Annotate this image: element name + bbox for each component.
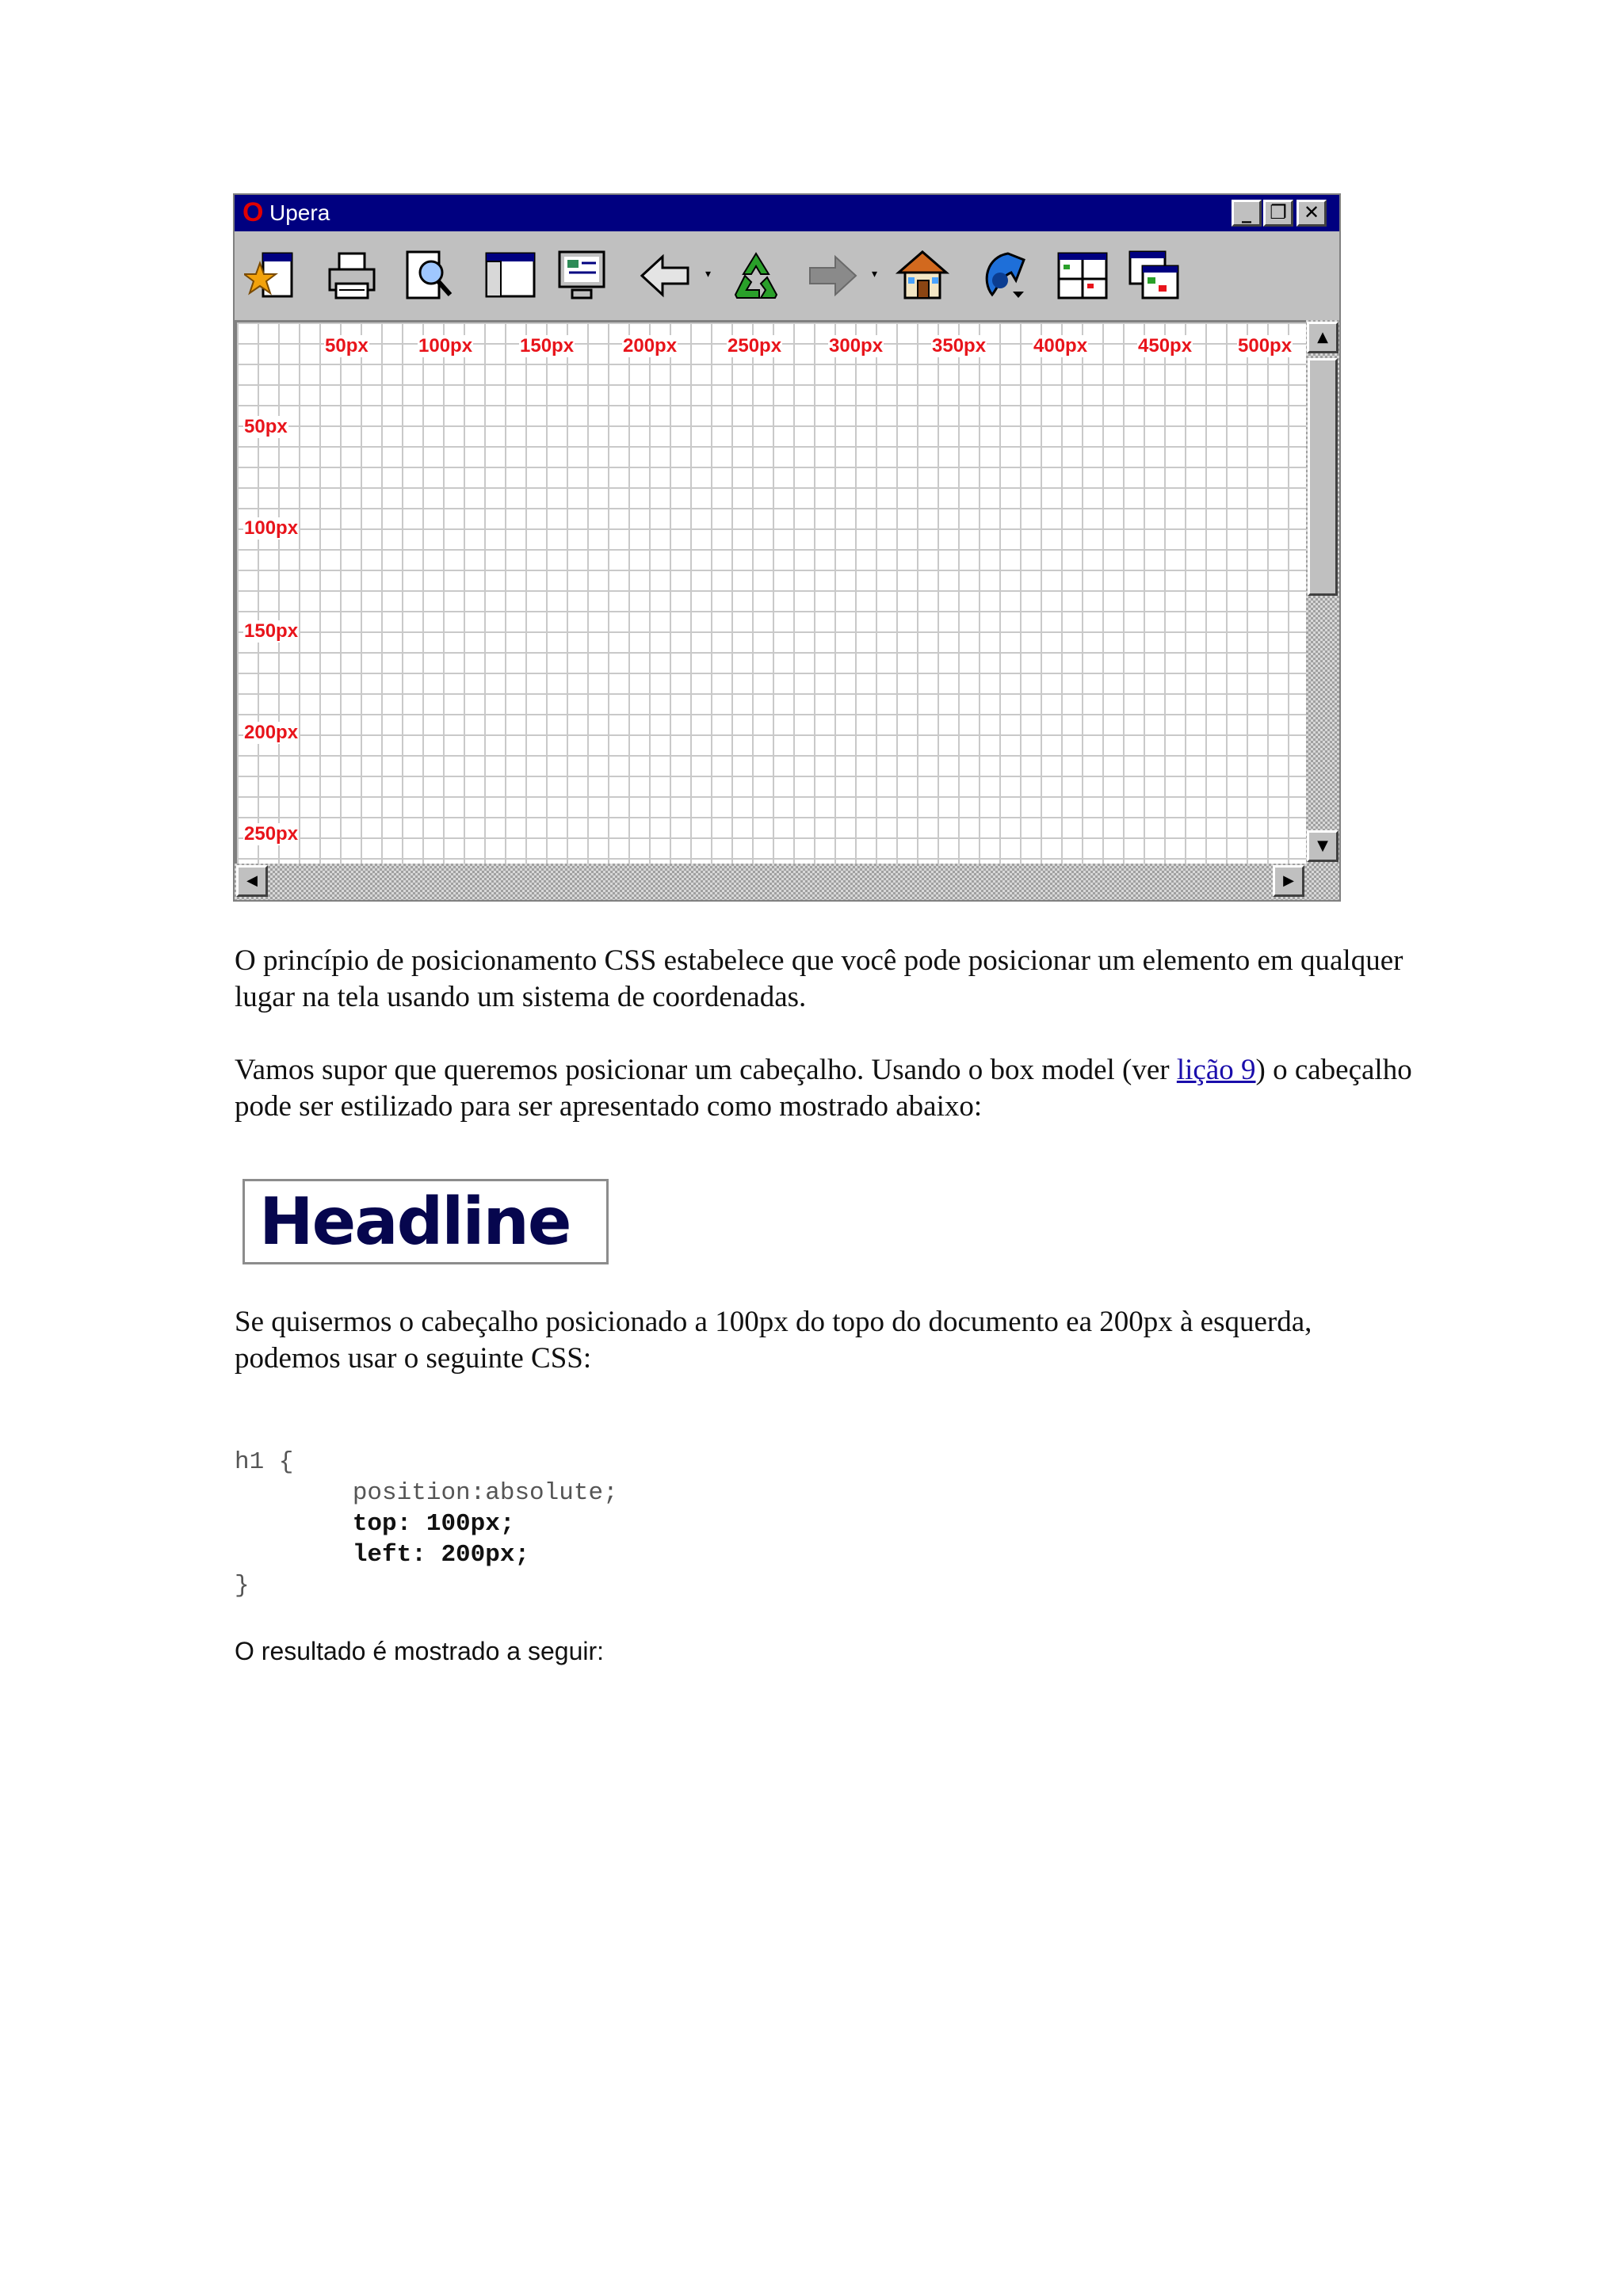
close-button[interactable]: ✕ xyxy=(1296,200,1327,227)
ruler-x-label: 150px xyxy=(520,335,575,357)
paragraph-positioning-principle: O princípio de posicionamento CSS estabelece que você pode posicionar um elemento em qualquer lugar na tela usando um sistema de coordenadas. xyxy=(235,944,1403,1013)
panel-window-icon[interactable] xyxy=(483,249,537,303)
forward-arrow-icon[interactable] xyxy=(805,249,859,303)
css-code-block xyxy=(235,1447,618,1601)
ruler-y-label: 250px xyxy=(244,823,299,845)
code-line: left: 200px; xyxy=(235,1541,530,1569)
ruler-x-label: 400px xyxy=(1033,335,1088,357)
reload-recycle-icon[interactable] xyxy=(729,249,783,303)
ruler-x-label: 50px xyxy=(325,335,369,357)
paragraph-text: ) o cabeçalho pode ser estilizado para ser apresentado como mostrado abaixo: xyxy=(235,1054,1412,1123)
ruler-x-label: 300px xyxy=(829,335,884,357)
tile-windows-icon[interactable] xyxy=(1056,249,1109,303)
vertical-scroll-thumb[interactable] xyxy=(1308,358,1338,596)
scroll-down-button[interactable]: ▼ xyxy=(1307,830,1338,862)
ruler-x-label: 500px xyxy=(1238,335,1293,357)
ruler-x-label: 100px xyxy=(418,335,473,357)
code-line: } xyxy=(235,1572,250,1600)
scroll-left-button[interactable]: ◀ xyxy=(236,865,268,897)
ruler-x-label: 350px xyxy=(932,335,987,357)
ruler-y-label: 200px xyxy=(244,722,299,743)
paragraph-text: Vamos supor que queremos posicionar um cabeçalho. Usando o box model (ver xyxy=(235,1054,1177,1086)
horizontal-scrollbar[interactable] xyxy=(235,864,1339,900)
forward-dropdown-icon[interactable]: ▾ xyxy=(872,268,878,280)
minimize-button[interactable]: _ xyxy=(1232,200,1262,227)
back-dropdown-icon[interactable]: ▾ xyxy=(705,268,712,280)
ruler-y-label: 150px xyxy=(244,620,299,642)
monitor-icon[interactable] xyxy=(555,249,609,303)
home-icon[interactable] xyxy=(896,249,949,303)
hotlist-star-icon[interactable] xyxy=(244,249,298,303)
title-bar xyxy=(235,195,1339,231)
paragraph-headline-intro xyxy=(235,1052,1423,1125)
lesson-9-link[interactable]: lição 9 xyxy=(1176,1054,1256,1086)
opera-logo-icon: O xyxy=(242,197,264,227)
grid-viewport xyxy=(235,320,1306,864)
headline-example-box xyxy=(242,1179,609,1264)
code-line: position:absolute; xyxy=(235,1479,618,1507)
code-line: h1 { xyxy=(235,1448,294,1476)
cascade-windows-icon[interactable] xyxy=(1127,249,1181,303)
opera-browser-screenshot xyxy=(233,193,1341,902)
ruler-x-label: 200px xyxy=(623,335,678,357)
headline-example-text: Headline xyxy=(259,1184,571,1260)
result-caption: O resultado é mostrado a seguir: xyxy=(235,1637,605,1665)
open-url-icon[interactable] xyxy=(976,249,1030,303)
ruler-x-label: 450px xyxy=(1138,335,1193,357)
code-line: top: 100px; xyxy=(235,1510,515,1538)
print-icon[interactable] xyxy=(325,249,379,303)
back-arrow-icon[interactable] xyxy=(639,249,693,303)
scroll-up-button[interactable]: ▲ xyxy=(1307,322,1338,353)
ruler-y-label: 100px xyxy=(244,517,299,539)
toolbar xyxy=(235,231,1339,320)
print-preview-icon[interactable] xyxy=(401,249,455,303)
restore-button[interactable]: ❐ xyxy=(1263,200,1293,227)
ruler-x-label: 250px xyxy=(727,335,782,357)
paragraph-css-position: Se quisermos o cabeçalho posicionado a 100px do topo do documento ea 200px à esquerda, podemos usar o seguinte CSS: xyxy=(235,1306,1312,1375)
scroll-right-button[interactable]: ▶ xyxy=(1273,865,1304,897)
ruler-y-label: 50px xyxy=(244,416,288,437)
window-title: Upera xyxy=(269,200,330,225)
